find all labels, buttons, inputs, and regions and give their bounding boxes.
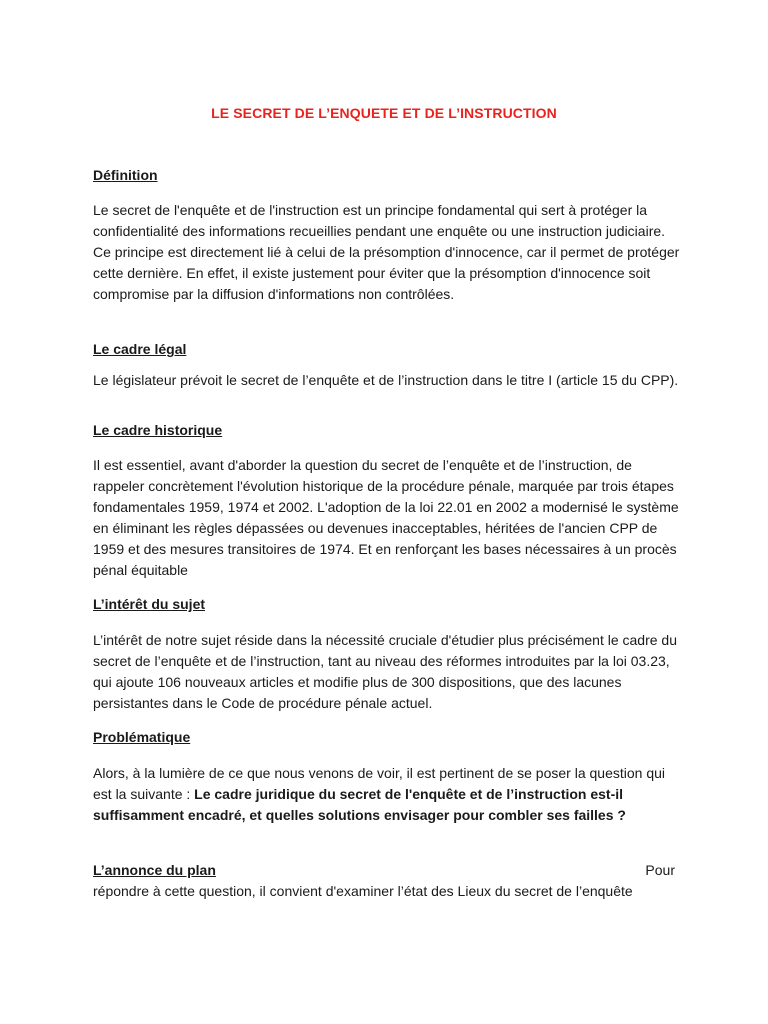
heading-problematique: Problématique (93, 729, 191, 745)
plan-line-1 (93, 860, 675, 881)
problematique-question: Le cadre juridique du secret de l'enquête et de l’instruction est-il suffisamment encadré, et quelles solutions envisager pour combler ses failles ? (93, 786, 626, 823)
problematique-intro: Alors, à la lumière de ce que nous venons de voir, il est pertinent de se poser la question qui est la suivante : (93, 765, 666, 802)
paragraph-problematique (93, 763, 681, 826)
heading-cadre-historique: Le cadre historique (93, 422, 223, 438)
paragraph-plan: répondre à cette question, il convient d'examiner l’état des Lieux du secret de l’enquête (93, 883, 633, 899)
heading-definition: Définition (93, 167, 158, 183)
paragraph-interet: L’intérêt de notre sujet réside dans la nécessité cruciale d'étudier plus précisément le cadre du secret de l’enquête et de l’instruction, tant au niveau des réformes introduites par la loi 03.23, qui ajoute 106 nouveaux articles et modifie plus de 300 dispositions, que des lacunes persistantes dans le Code de procédure pénale actuel. (93, 632, 678, 711)
heading-cadre-legal: Le cadre légal (93, 341, 187, 357)
paragraph-definition: Le secret de l'enquête et de l'instruction est un principe fondamental qui sert à protéger la confidentialité des informations recueillies pendant une enquête ou une instruction judiciaire. Ce principe est directement lié à celui de la présomption d'innocence, car il permet de protéger cette dernière. En effet, il existe justement pour éviter que la présomption d'innocence soit compromise par la diffusion d'informations non contrôlées. (93, 202, 680, 302)
plan-line-1-end: Pour (645, 862, 675, 878)
document-title: LE SECRET DE L’ENQUETE ET DE L’INSTRUCTION (211, 105, 557, 121)
heading-plan: L’annonce du plan (93, 862, 216, 878)
paragraph-cadre-legal: Le législateur prévoit le secret de l’enquête et de l’instruction dans le titre I (article 15 du CPP). (93, 372, 679, 388)
paragraph-cadre-historique: Il est essentiel, avant d'aborder la question du secret de l’enquête et de l’instruction, de rappeler concrètement l'évolution historique de la procédure pénale, marquée par trois étapes fondamentales 1959, 1974 et 2002. L'adoption de la loi 22.01 en 2002 a modernisé le système en éliminant les règles dépassées ou devenues inacceptables, héritées de l'ancien CPP de 1959 et des mesures transitoires de 1974. Et en renforçant les bases nécessaires à un procès pénal équitable (93, 457, 679, 578)
heading-interet: L’intérêt du sujet (93, 596, 206, 612)
